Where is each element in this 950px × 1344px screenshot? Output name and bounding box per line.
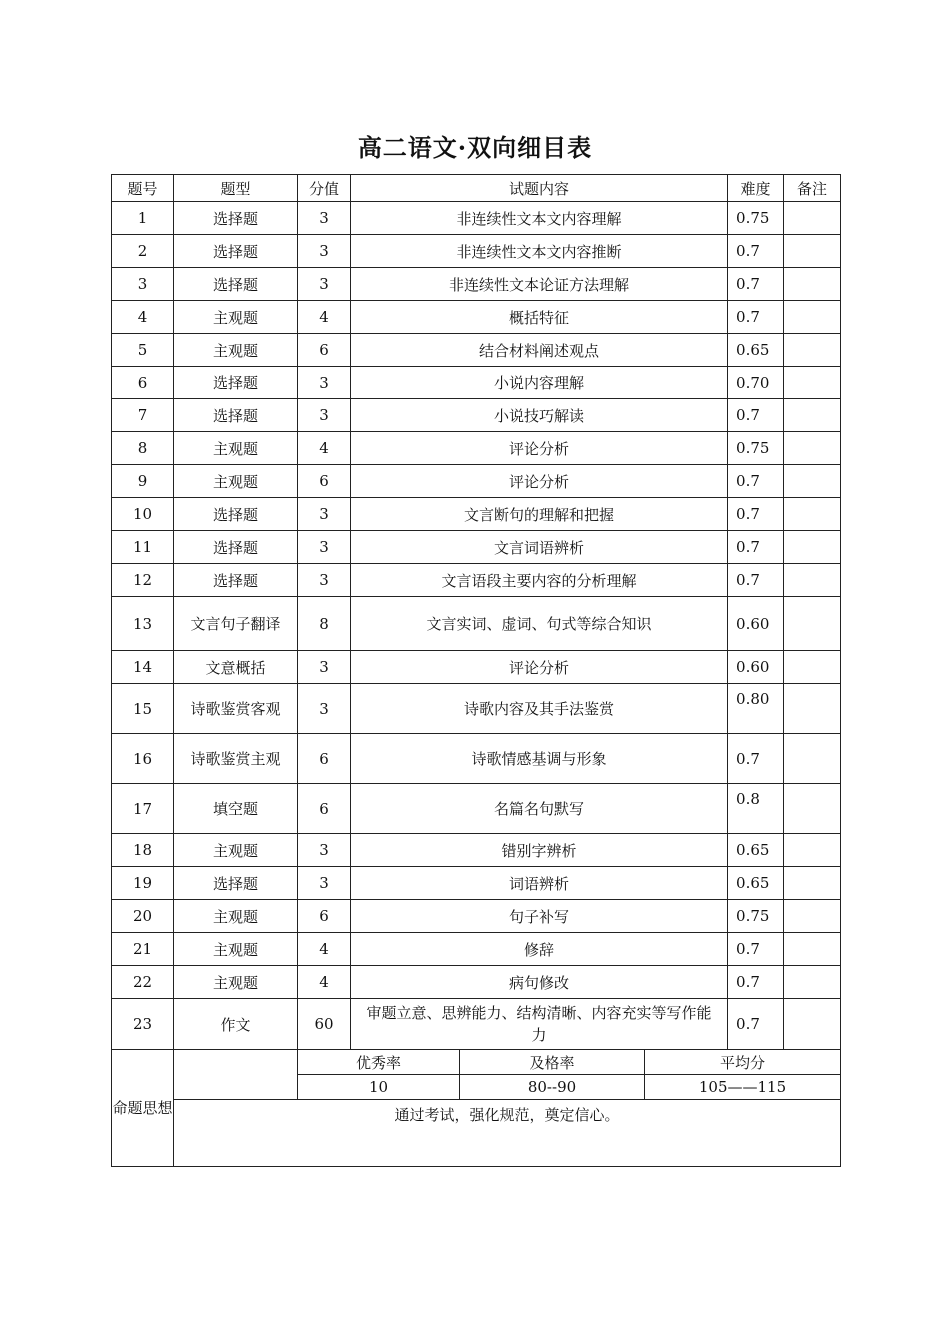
- question-remark: [784, 334, 841, 367]
- question-remark: [784, 465, 841, 498]
- question-type: 选择题: [174, 268, 298, 301]
- question-difficulty: 0.7: [728, 999, 784, 1050]
- question-content: 评论分析: [351, 651, 728, 684]
- question-number: 5: [112, 334, 174, 367]
- question-content: 结合材料阐述观点: [351, 334, 728, 367]
- header-num: 题号: [112, 175, 174, 202]
- table-row: [112, 432, 841, 465]
- question-type: 主观题: [174, 900, 298, 933]
- question-score: 60: [298, 999, 351, 1050]
- question-number: 20: [112, 900, 174, 933]
- question-number: 16: [112, 734, 174, 784]
- question-difficulty: 0.7: [728, 268, 784, 301]
- excellent-rate-value: 10: [298, 1075, 460, 1100]
- question-type: 选择题: [174, 531, 298, 564]
- header-type: 题型: [174, 175, 298, 202]
- question-score: 3: [298, 235, 351, 268]
- question-type: 主观题: [174, 465, 298, 498]
- question-difficulty: 0.60: [728, 651, 784, 684]
- question-type: 文言句子翻译: [174, 597, 298, 651]
- question-type: 作文: [174, 999, 298, 1050]
- question-number: 23: [112, 999, 174, 1050]
- question-number: 4: [112, 301, 174, 334]
- question-score: 6: [298, 900, 351, 933]
- table-row: [112, 367, 841, 399]
- question-content: 错别字辨析: [351, 834, 728, 867]
- question-number: 7: [112, 399, 174, 432]
- question-number: 1: [112, 202, 174, 235]
- question-number: 18: [112, 834, 174, 867]
- table-row: [112, 597, 841, 651]
- table-row: [112, 933, 841, 966]
- question-type: 选择题: [174, 498, 298, 531]
- question-remark: [784, 684, 841, 734]
- question-score: 3: [298, 867, 351, 900]
- question-remark: [784, 564, 841, 597]
- question-type: 选择题: [174, 564, 298, 597]
- table-row: [112, 999, 841, 1050]
- question-number: 11: [112, 531, 174, 564]
- question-remark: [784, 498, 841, 531]
- table-row: [112, 651, 841, 684]
- question-score: 3: [298, 202, 351, 235]
- question-content: 非连续性文本文内容推断: [351, 235, 728, 268]
- question-remark: [784, 531, 841, 564]
- question-number: 2: [112, 235, 174, 268]
- summary-label: 命题思想: [112, 1050, 174, 1167]
- question-type: 文意概括: [174, 651, 298, 684]
- header-row: [112, 175, 841, 202]
- question-number: 6: [112, 367, 174, 399]
- question-remark: [784, 367, 841, 399]
- question-number: 8: [112, 432, 174, 465]
- question-remark: [784, 999, 841, 1050]
- summary-belief-row: [112, 1100, 841, 1167]
- table-row: [112, 734, 841, 784]
- question-number: 13: [112, 597, 174, 651]
- question-number: 15: [112, 684, 174, 734]
- question-content: 名篇名句默写: [351, 784, 728, 834]
- question-content: 非连续性文本文内容理解: [351, 202, 728, 235]
- table-row: [112, 531, 841, 564]
- question-content: 诗歌内容及其手法鉴赏: [351, 684, 728, 734]
- question-score: 3: [298, 367, 351, 399]
- proposition-thought-text: 通过考试，强化规范，奠定信心。: [174, 1100, 841, 1167]
- question-score: 3: [298, 684, 351, 734]
- question-content: 概括特征: [351, 301, 728, 334]
- question-score: 4: [298, 966, 351, 999]
- question-content: 审题立意、思辨能力、结构清晰、内容充实等写作能力: [351, 999, 728, 1050]
- question-difficulty: 0.7: [728, 734, 784, 784]
- question-remark: [784, 933, 841, 966]
- question-remark: [784, 301, 841, 334]
- excellent-rate-label: 优秀率: [298, 1050, 460, 1075]
- question-difficulty: 0.7: [728, 498, 784, 531]
- question-score: 3: [298, 268, 351, 301]
- table-row: [112, 235, 841, 268]
- question-difficulty: 0.65: [728, 867, 784, 900]
- question-score: 8: [298, 597, 351, 651]
- question-content: 文言实词、虚词、句式等综合知识: [351, 597, 728, 651]
- question-remark: [784, 784, 841, 834]
- question-score: 4: [298, 933, 351, 966]
- question-remark: [784, 966, 841, 999]
- question-difficulty: 0.75: [728, 900, 784, 933]
- pass-rate-label: 及格率: [460, 1050, 645, 1075]
- question-type: 诗歌鉴赏客观: [174, 684, 298, 734]
- question-difficulty: 0.7: [728, 399, 784, 432]
- question-content: 文言断句的理解和把握: [351, 498, 728, 531]
- question-difficulty: 0.8: [728, 784, 784, 834]
- question-content: 诗歌情感基调与形象: [351, 734, 728, 784]
- question-difficulty: 0.65: [728, 834, 784, 867]
- table-row: [112, 834, 841, 867]
- question-content: 小说技巧解读: [351, 399, 728, 432]
- table-row: [112, 399, 841, 432]
- question-type: 主观题: [174, 834, 298, 867]
- question-type: 选择题: [174, 399, 298, 432]
- question-score: 3: [298, 564, 351, 597]
- question-type: 选择题: [174, 867, 298, 900]
- header-difficulty: 难度: [728, 175, 784, 202]
- question-remark: [784, 834, 841, 867]
- question-score: 6: [298, 734, 351, 784]
- question-remark: [784, 399, 841, 432]
- table-row: [112, 900, 841, 933]
- question-remark: [784, 202, 841, 235]
- summary-header-row: [112, 1050, 841, 1075]
- table-row: [112, 966, 841, 999]
- question-score: 3: [298, 531, 351, 564]
- question-score: 3: [298, 651, 351, 684]
- question-content: 病句修改: [351, 966, 728, 999]
- question-content: 句子补写: [351, 900, 728, 933]
- question-difficulty: 0.75: [728, 432, 784, 465]
- header-remark: 备注: [784, 175, 841, 202]
- question-content: 文言语段主要内容的分析理解: [351, 564, 728, 597]
- question-remark: [784, 734, 841, 784]
- question-remark: [784, 597, 841, 651]
- table-row: [112, 867, 841, 900]
- question-number: 22: [112, 966, 174, 999]
- question-number: 17: [112, 784, 174, 834]
- question-difficulty: 0.60: [728, 597, 784, 651]
- question-difficulty: 0.7: [728, 301, 784, 334]
- question-content: 非连续性文本论证方法理解: [351, 268, 728, 301]
- pass-rate-value: 80--90: [460, 1075, 645, 1100]
- question-content: 小说内容理解: [351, 367, 728, 399]
- question-difficulty: 0.70: [728, 367, 784, 399]
- question-difficulty: 0.7: [728, 933, 784, 966]
- question-type: 主观题: [174, 301, 298, 334]
- question-type: 主观题: [174, 966, 298, 999]
- question-content: 文言词语辨析: [351, 531, 728, 564]
- question-remark: [784, 235, 841, 268]
- question-difficulty: 0.7: [728, 564, 784, 597]
- average-score-value: 105——115: [645, 1075, 841, 1100]
- question-difficulty: 0.80: [728, 684, 784, 734]
- question-content: 评论分析: [351, 432, 728, 465]
- question-content: 词语辨析: [351, 867, 728, 900]
- question-score: 3: [298, 498, 351, 531]
- question-score: 4: [298, 301, 351, 334]
- question-difficulty: 0.7: [728, 531, 784, 564]
- question-content: 修辞: [351, 933, 728, 966]
- question-type: 主观题: [174, 432, 298, 465]
- spec-table: [111, 174, 841, 1167]
- question-remark: [784, 268, 841, 301]
- question-score: 3: [298, 399, 351, 432]
- question-remark: [784, 432, 841, 465]
- question-score: 6: [298, 334, 351, 367]
- table-row: [112, 498, 841, 531]
- question-content: 评论分析: [351, 465, 728, 498]
- table-row: [112, 334, 841, 367]
- question-type: 选择题: [174, 367, 298, 399]
- question-type: 选择题: [174, 202, 298, 235]
- question-type: 诗歌鉴赏主观: [174, 734, 298, 784]
- table-row: [112, 301, 841, 334]
- page-title: 高二语文·双向细目表: [357, 133, 593, 162]
- table-row: [112, 684, 841, 734]
- question-difficulty: 0.75: [728, 202, 784, 235]
- question-score: 6: [298, 784, 351, 834]
- question-type: 主观题: [174, 334, 298, 367]
- question-difficulty: 0.65: [728, 334, 784, 367]
- question-difficulty: 0.7: [728, 966, 784, 999]
- question-number: 21: [112, 933, 174, 966]
- header-score: 分值: [298, 175, 351, 202]
- question-score: 6: [298, 465, 351, 498]
- header-content: 试题内容: [351, 175, 728, 202]
- question-type: 选择题: [174, 235, 298, 268]
- table-row: [112, 465, 841, 498]
- table-row: [112, 268, 841, 301]
- question-difficulty: 0.7: [728, 465, 784, 498]
- question-score: 3: [298, 834, 351, 867]
- table-row: [112, 202, 841, 235]
- question-number: 9: [112, 465, 174, 498]
- question-type: 填空题: [174, 784, 298, 834]
- question-number: 12: [112, 564, 174, 597]
- question-type: 主观题: [174, 933, 298, 966]
- table-row: [112, 564, 841, 597]
- question-remark: [784, 900, 841, 933]
- question-number: 14: [112, 651, 174, 684]
- summary-blank-cell: [174, 1050, 298, 1100]
- question-remark: [784, 651, 841, 684]
- average-score-label: 平均分: [645, 1050, 841, 1075]
- question-difficulty: 0.7: [728, 235, 784, 268]
- question-score: 4: [298, 432, 351, 465]
- table-row: [112, 784, 841, 834]
- question-remark: [784, 867, 841, 900]
- question-number: 10: [112, 498, 174, 531]
- question-number: 19: [112, 867, 174, 900]
- question-number: 3: [112, 268, 174, 301]
